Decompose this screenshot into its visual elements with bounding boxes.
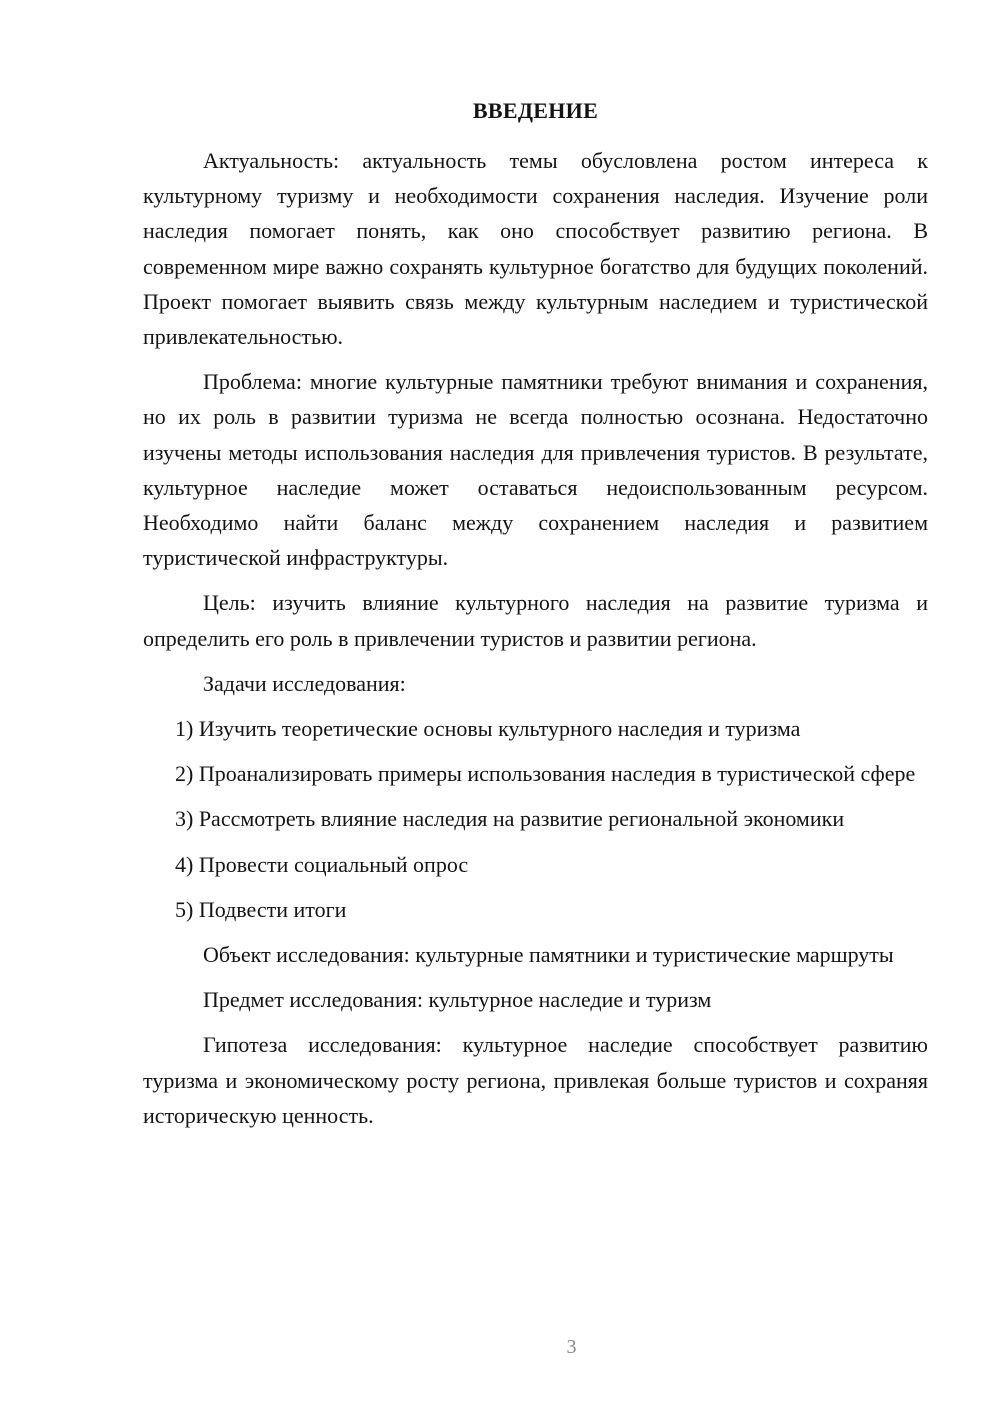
document-title: ВВЕДЕНИЕ — [472, 98, 599, 123]
task-item-3: 3) Рассмотреть влияние наследия на развитие региональной экономики — [175, 806, 845, 832]
page-number: 3 — [566, 1336, 577, 1358]
task-item-2: 2) Проанализировать примеры использования наследия в туристической сфере — [175, 761, 916, 787]
document-body — [143, 143, 928, 1143]
paragraph-problem: Проблема: многие культурные памятники требуют внимания и сохранения, но их роль в развитии туризма не всегда полностью осознана. Недостаточно изучены методы использования наследия для привлечения туристов. В результате, культурное наследие может оставаться недоиспользованным ресурсом. Необходимо найти баланс между сохранением наследия и развитием туристической инфраструктуры. — [143, 369, 928, 571]
task-item-1: 1) Изучить теоретические основы культурного наследия и туризма — [175, 716, 801, 742]
paragraph-hypothesis: Гипотеза исследования: культурное наследие способствует развитию туризма и экономическому росту региона, привлекая больше туристов и сохраняя историческую ценность. — [143, 1032, 928, 1128]
paragraph-goal: Цель: изучить влияние культурного наследия на развитие туризма и определить его роль в привлечении туристов и развитии региона. — [143, 590, 928, 651]
document-page — [143, 0, 928, 1414]
paragraph-relevance: Актуальность: актуальность темы обусловлена ростом интереса к культурному туризму и необходимости сохранения наследия. Изучение роли наследия помогает понять, как оно способствует развитию региона. В современном мире важно сохранять культурное богатство для будущих поколений. Проект помогает выявить связь между культурным наследием и туристической привлекательностью. — [143, 148, 928, 350]
paragraph-subject: Предмет исследования: культурное наследие и туризм — [203, 987, 712, 1013]
paragraph-object: Объект исследования: культурные памятники и туристические маршруты — [203, 942, 894, 968]
task-item-5: 5) Подвести итоги — [175, 896, 347, 922]
task-item-4: 4) Провести социальный опрос — [175, 851, 469, 877]
paragraph-tasks-heading: Задачи исследования: — [203, 670, 406, 696]
